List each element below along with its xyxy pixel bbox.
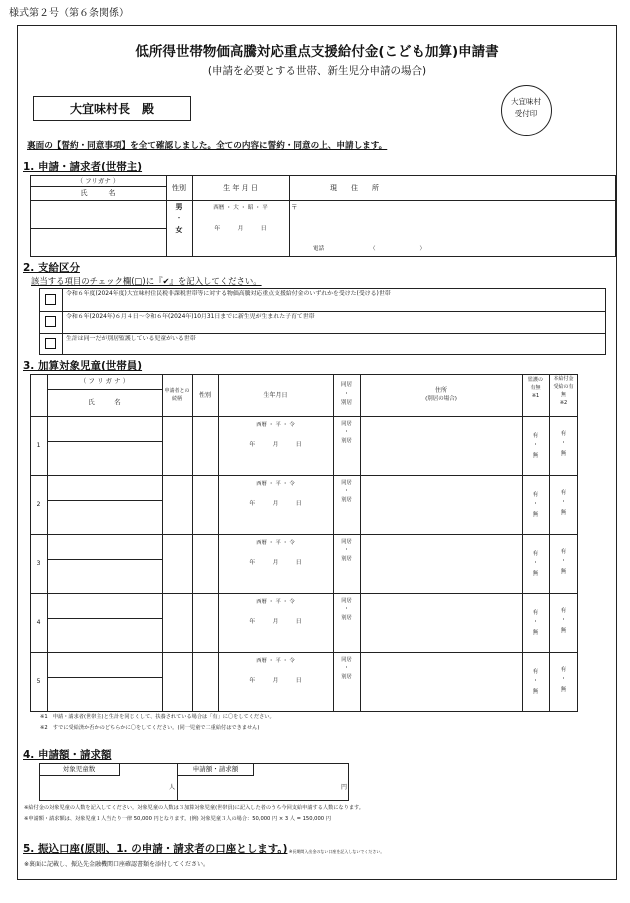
phone-input[interactable]: （ ） <box>370 246 426 252</box>
applicant-gender-dot: ・ <box>175 214 183 222</box>
form-subtitle: (申請を必要とする世帯、新生児分申請の場合) <box>207 65 427 77</box>
child-birth-input[interactable]: 年 月 日 <box>249 619 302 625</box>
amount-input[interactable] <box>179 777 339 800</box>
child-furigana-input[interactable] <box>48 417 161 440</box>
row-number: 3 <box>36 560 41 567</box>
cohab-option[interactable]: 同居 <box>341 657 352 663</box>
category-option-2: 令和６年(2024年)６月４日～令和６年(2024年)10月31日までに新生児が生まれた子育て世帯 <box>66 314 315 320</box>
row-number: 1 <box>36 442 41 449</box>
applicant-address-label: 現 住 所 <box>330 184 379 192</box>
children-cohab-label-3: 別居 <box>340 400 352 406</box>
child-gender-input[interactable] <box>193 417 217 474</box>
received-label-4: ※2 <box>559 400 568 406</box>
child-era-options[interactable]: 西暦 ・ 平 ・ 令 <box>256 481 295 487</box>
care-no-option[interactable]: 無 <box>532 630 539 636</box>
children-relation-label-1: 申請者との <box>164 388 190 394</box>
child-birth-input[interactable]: 年 月 日 <box>249 678 302 684</box>
care-yes-option[interactable]: 有 <box>532 669 539 675</box>
child-name-input[interactable] <box>48 560 161 592</box>
category-checkbox-1[interactable] <box>45 294 56 305</box>
children-furigana-label: （ フ リ ガ ナ ） <box>79 377 130 385</box>
care-dot: ・ <box>532 560 539 566</box>
cohab-dot: ・ <box>343 606 350 612</box>
children-cohab-label-1: 同居 <box>340 382 352 388</box>
children-gender-label: 性別 <box>198 392 211 399</box>
child-relation-input[interactable] <box>163 653 191 710</box>
cohab-option[interactable]: 同居 <box>341 480 352 486</box>
care-label-2: 有無 <box>530 385 541 391</box>
cohab-dot: ・ <box>343 547 350 553</box>
cohab-option[interactable]: 同居 <box>341 598 352 604</box>
child-address-input[interactable] <box>361 476 521 533</box>
applicant-birth-input[interactable]: 年 月 日 <box>214 226 267 232</box>
care-yes-option[interactable]: 有 <box>532 492 539 498</box>
child-furigana-input[interactable] <box>48 476 161 499</box>
category-table <box>39 288 606 355</box>
child-era-options[interactable]: 西暦 ・ 平 ・ 令 <box>256 540 295 546</box>
phone-label: 電話 <box>313 246 325 252</box>
child-count-unit: 人 <box>169 784 176 791</box>
children-address-label-1: 住所 <box>434 387 447 394</box>
received-no-option[interactable]: 無 <box>560 451 567 457</box>
children-note-2: ※2 すでに受給済か否かのどちらかに〇をしてください。(同一児童で二重給付はできません) <box>40 725 260 731</box>
children-note-1: ※1 申請・請求者(世帯主)と生計を同じくして、扶養されている場合は「有」に〇をしてください。 <box>40 714 275 720</box>
row-number: 4 <box>36 619 41 626</box>
received-yes-option[interactable]: 有 <box>560 431 567 437</box>
care-no-option[interactable]: 無 <box>532 512 539 518</box>
received-dot: ・ <box>560 558 567 564</box>
child-address-input[interactable] <box>361 594 521 651</box>
received-label-2: 受給の有 <box>553 384 574 390</box>
child-relation-input[interactable] <box>163 594 191 651</box>
section2-heading: 2. 支給区分 <box>23 262 80 274</box>
cohab-dot: ・ <box>343 488 350 494</box>
care-dot: ・ <box>532 678 539 684</box>
care-yes-option[interactable]: 有 <box>532 551 539 557</box>
applicant-female-option[interactable]: 女 <box>175 226 183 234</box>
child-name-input[interactable] <box>48 619 161 651</box>
child-furigana-input[interactable] <box>48 594 161 617</box>
care-no-option[interactable]: 無 <box>532 453 539 459</box>
received-no-option[interactable]: 無 <box>560 687 567 693</box>
section5-heading: 5. 振込口座(原則、1. の申請・請求者の口座とします。) <box>23 843 288 855</box>
applicant-name-label: 氏 名 <box>80 189 116 197</box>
child-relation-input[interactable] <box>163 476 191 533</box>
received-no-option[interactable]: 無 <box>560 628 567 634</box>
care-no-option[interactable]: 無 <box>532 689 539 695</box>
applicant-birth-label: 生 年 月 日 <box>223 184 258 192</box>
received-yes-option[interactable]: 有 <box>560 490 567 496</box>
children-relation-label-2: 続柄 <box>171 396 182 402</box>
separate-option[interactable]: 別居 <box>341 556 352 562</box>
amount-note-2: ※申請額・請求額は、対象児童１人当たり一律 50,000 円となります。(例) 対象児童３人の場合：50,000 円 × 3 人 = 150,000 円 <box>24 816 331 822</box>
care-yes-option[interactable]: 有 <box>532 433 539 439</box>
child-count-input[interactable] <box>40 777 168 800</box>
section3-heading: 3. 加算対象児童(世帯員) <box>23 360 143 372</box>
received-no-option[interactable]: 無 <box>560 510 567 516</box>
care-yes-option[interactable]: 有 <box>532 610 539 616</box>
row-number: 5 <box>36 678 41 685</box>
applicant-name-input[interactable] <box>30 229 166 257</box>
child-furigana-input[interactable] <box>48 653 161 676</box>
received-dot: ・ <box>560 499 567 505</box>
section2-instruction: 該当する項目のチェック欄(□)に『✔』を記入してください。 <box>31 276 262 286</box>
amount-unit: 円 <box>341 784 348 791</box>
separate-option[interactable]: 別居 <box>341 615 352 621</box>
row-number: 2 <box>36 501 41 508</box>
child-address-input[interactable] <box>361 653 521 710</box>
child-era-options[interactable]: 西暦 ・ 平 ・ 令 <box>256 422 295 428</box>
applicant-gender-label: 性別 <box>172 184 186 192</box>
separate-option[interactable]: 別居 <box>341 438 352 444</box>
applicant-era-options[interactable]: 西暦 ・ 大 ・ 昭 ・ 平 <box>213 205 268 211</box>
received-yes-option[interactable]: 有 <box>560 549 567 555</box>
category-checkbox-3[interactable] <box>45 338 56 349</box>
child-name-input[interactable] <box>48 501 161 533</box>
received-no-option[interactable]: 無 <box>560 569 567 575</box>
applicant-furigana-input[interactable] <box>30 201 166 228</box>
consent-statement: 裏面の【誓約・同意事項】を全て確認しました。全ての内容に誓約・同意の上、申請します。 <box>27 141 388 151</box>
category-checkbox-2[interactable] <box>45 316 56 327</box>
stamp-line2: 受付印 <box>514 109 538 118</box>
child-relation-input[interactable] <box>163 535 191 592</box>
applicant-address-input[interactable] <box>300 202 612 240</box>
care-no-option[interactable]: 無 <box>532 571 539 577</box>
care-dot: ・ <box>532 442 539 448</box>
received-dot: ・ <box>560 676 567 682</box>
child-address-input[interactable] <box>361 535 521 592</box>
child-era-options[interactable]: 西暦 ・ 平 ・ 令 <box>256 658 295 664</box>
care-label-3: ※1 <box>531 393 540 399</box>
child-address-input[interactable] <box>361 417 521 474</box>
category-option-1: 令和６年度(2024年度)大宜味村住民税非課税世帯等に対する物価高騰対応重点支援給付金のいずれかを受けた(受ける)世帯 <box>66 291 391 297</box>
amount-label: 申請額・請求額 <box>192 765 239 773</box>
form-title: 低所得世帯物価高騰対応重点支援給付金(こども加算)申請書 <box>135 44 499 60</box>
separate-option[interactable]: 別居 <box>341 674 352 680</box>
section1-heading: 1. 申請・請求者(世帯主) <box>23 161 143 173</box>
applicant-male-option[interactable]: 男 <box>175 203 183 211</box>
cohab-dot: ・ <box>343 665 350 671</box>
children-birth-label: 生年月日 <box>263 392 288 399</box>
received-label-1: 本給付金 <box>553 376 574 382</box>
children-name-label: 氏 名 <box>88 398 121 406</box>
received-label-3: 無 <box>560 392 566 398</box>
section5-small-note: ※長期間入出金のない口座を記入しないでください。 <box>289 849 385 854</box>
child-gender-input[interactable] <box>193 594 217 651</box>
child-gender-input[interactable] <box>193 476 217 533</box>
separate-option[interactable]: 別居 <box>341 497 352 503</box>
care-dot: ・ <box>532 501 539 507</box>
addressee: 大宜味村長 殿 <box>69 102 154 116</box>
received-yes-option[interactable]: 有 <box>560 608 567 614</box>
amount-note-1: ※給付金の対象児童の人数を記入してください。対象児童の人数は３加算対象児童(世帯員)に記入した者のうち今回支給申請する人数になります。 <box>24 805 364 811</box>
applicant-furigana-label: （ フリガナ ） <box>76 177 120 185</box>
cohab-dot: ・ <box>343 429 350 435</box>
cohab-option[interactable]: 同居 <box>341 421 352 427</box>
care-dot: ・ <box>532 619 539 625</box>
received-dot: ・ <box>560 617 567 623</box>
section5-note: ※裏面に記載し、振込先金融機関口座確認書類を添付してください。 <box>24 861 210 868</box>
child-birth-input[interactable]: 年 月 日 <box>249 560 302 566</box>
child-furigana-input[interactable] <box>48 535 161 558</box>
child-era-options[interactable]: 西暦 ・ 平 ・ 令 <box>256 599 295 605</box>
children-cohab-label-2: ・ <box>343 391 350 397</box>
received-yes-option[interactable]: 有 <box>560 667 567 673</box>
form-number: 様式第２号（第６条関係） <box>9 8 129 19</box>
postal-mark: 〒 <box>291 203 298 211</box>
child-birth-input[interactable]: 年 月 日 <box>249 501 302 507</box>
child-count-label: 対象児童数 <box>62 765 96 773</box>
child-relation-input[interactable] <box>163 417 191 474</box>
cohab-option[interactable]: 同居 <box>341 539 352 545</box>
child-name-input[interactable] <box>48 678 161 710</box>
child-birth-input[interactable]: 年 月 日 <box>249 442 302 448</box>
received-dot: ・ <box>560 440 567 446</box>
stamp-line1: 大宜味村 <box>511 97 541 106</box>
care-label-1: 監護の <box>527 377 543 383</box>
child-gender-input[interactable] <box>193 535 217 592</box>
category-option-3: 生計は同一だが別居監護している児童がいる世帯 <box>66 336 196 342</box>
children-address-label-2: (別居の場合) <box>425 396 457 402</box>
child-gender-input[interactable] <box>193 653 217 710</box>
section4-heading: 4. 申請額・請求額 <box>23 749 112 761</box>
child-name-input[interactable] <box>48 442 161 474</box>
